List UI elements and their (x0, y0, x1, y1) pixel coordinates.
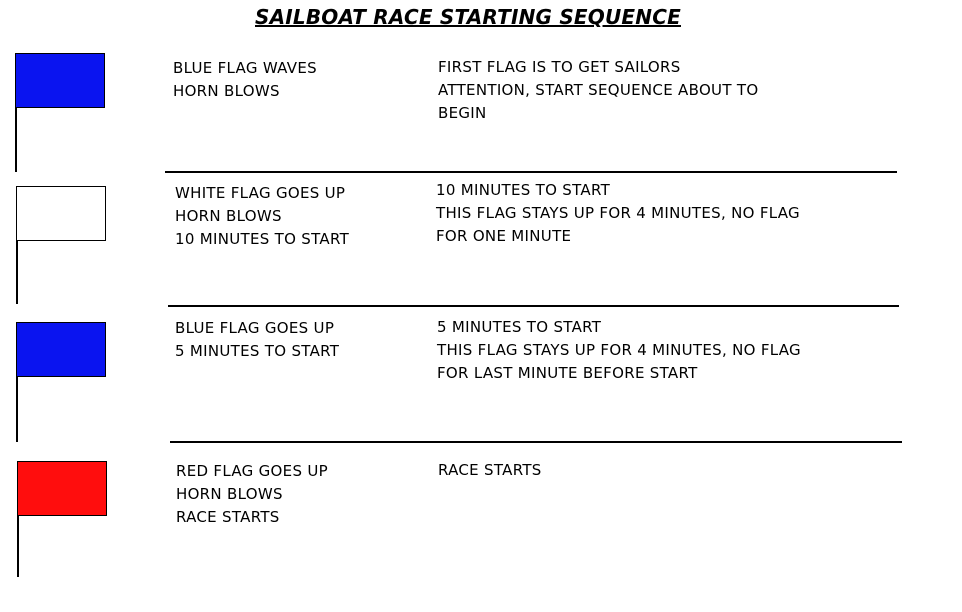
blue-flag-icon (15, 53, 105, 108)
flag-pole (16, 240, 18, 304)
blue-flag-icon (16, 322, 106, 377)
signal-text (176, 460, 328, 529)
meaning-line: ATTENTION, START SEQUENCE ABOUT TO (438, 81, 759, 99)
meaning-line: RACE STARTS (438, 461, 542, 479)
meaning-text (438, 459, 542, 482)
row-divider (168, 305, 899, 307)
meaning-line: THIS FLAG STAYS UP FOR 4 MINUTES, NO FLAG (436, 204, 800, 222)
meaning-text (438, 56, 758, 125)
signal-line: WHITE FLAG GOES UP (175, 184, 346, 202)
signal-line: 10 MINUTES TO START (175, 230, 350, 248)
page-title: SAILBOAT RACE STARTING SEQUENCE (255, 5, 681, 29)
flag-pole (16, 376, 18, 442)
signal-text (173, 57, 317, 103)
signal-line: RED FLAG GOES UP (176, 462, 328, 480)
row-divider (170, 441, 902, 443)
meaning-text (436, 179, 800, 248)
signal-line: HORN BLOWS (175, 207, 282, 225)
signal-line: HORN BLOWS (173, 82, 280, 100)
signal-line: 5 MINUTES TO START (175, 342, 340, 360)
meaning-line: 10 MINUTES TO START (436, 181, 611, 199)
signal-text (175, 317, 339, 363)
meaning-line: FOR LAST MINUTE BEFORE START (437, 364, 698, 382)
meaning-line: BEGIN (438, 104, 487, 122)
row-divider (165, 171, 897, 173)
meaning-line: FIRST FLAG IS TO GET SAILORS (438, 58, 681, 76)
meaning-text (437, 316, 801, 385)
white-flag-icon (16, 186, 106, 241)
signal-line: RACE STARTS (176, 508, 280, 526)
signal-line: BLUE FLAG GOES UP (175, 319, 335, 337)
meaning-line: THIS FLAG STAYS UP FOR 4 MINUTES, NO FLAG (437, 341, 801, 359)
flag-pole (17, 515, 19, 577)
meaning-line: 5 MINUTES TO START (437, 318, 602, 336)
red-flag-icon (17, 461, 107, 516)
signal-line: BLUE FLAG WAVES (173, 59, 317, 77)
meaning-line: FOR ONE MINUTE (436, 227, 572, 245)
flag-pole (15, 107, 17, 172)
signal-line: HORN BLOWS (176, 485, 283, 503)
signal-text (175, 182, 349, 251)
